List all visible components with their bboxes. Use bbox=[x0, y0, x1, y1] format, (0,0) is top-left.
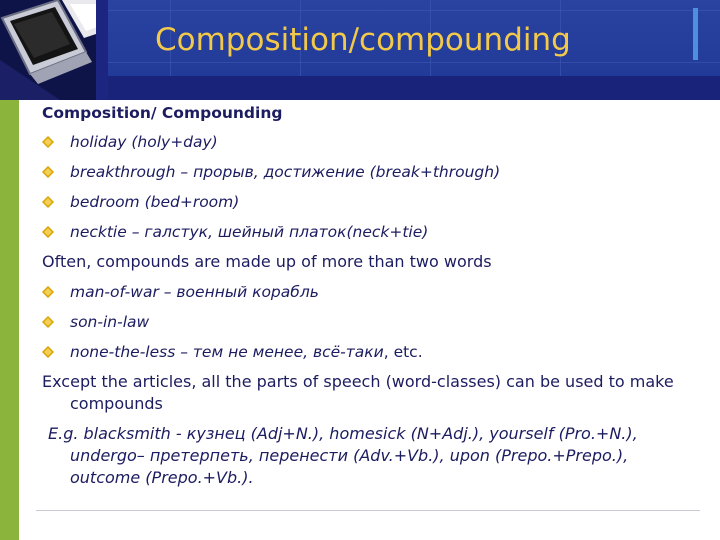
diamond-bullet-icon bbox=[42, 221, 70, 243]
slide-content bbox=[42, 104, 692, 497]
list-item-text: holiday (holy+day) bbox=[70, 133, 218, 151]
header-bottom-band bbox=[0, 76, 720, 100]
section-heading: Composition/ Compounding bbox=[42, 104, 283, 122]
diamond-bullet-icon bbox=[42, 311, 70, 333]
list-item bbox=[42, 131, 692, 153]
list-item-text: bedroom (bed+room) bbox=[70, 193, 240, 211]
left-accent-bar bbox=[0, 100, 19, 540]
list-item bbox=[42, 221, 692, 243]
list-item-text: breakthrough – прорыв, достижение (break+through) bbox=[70, 163, 501, 181]
page-title: Composition/compounding bbox=[155, 22, 571, 58]
list-item bbox=[42, 341, 692, 363]
list-item-text-plain: , etc. bbox=[383, 343, 423, 361]
header-grid-line bbox=[108, 10, 720, 11]
diamond-bullet-icon bbox=[42, 131, 70, 153]
header-band bbox=[0, 0, 720, 100]
list-item-text: necktie – галстук, шейный платок(neck+tie) bbox=[70, 223, 429, 241]
diamond-bullet-icon bbox=[42, 341, 70, 363]
list-item-text: man-of-war – военный корабль bbox=[70, 283, 319, 301]
header-accent-bar bbox=[693, 8, 698, 60]
list-item bbox=[42, 191, 692, 213]
diamond-bullet-icon bbox=[42, 281, 70, 303]
footer-divider bbox=[36, 510, 700, 511]
list-item-text bbox=[70, 341, 423, 363]
computer-monitor-icon bbox=[0, 0, 108, 100]
list-item bbox=[42, 281, 692, 303]
list-item bbox=[42, 311, 692, 333]
paragraph-often: Often, compounds are made up of more than two words bbox=[42, 252, 492, 271]
list-item-text-italic: none-the-less – тем не менее, всё-таки bbox=[70, 343, 384, 361]
header-grid-line bbox=[108, 62, 720, 63]
paragraph-except: Except the articles, all the parts of speech (word-classes) can be used to make compounds bbox=[42, 372, 674, 413]
diamond-bullet-icon bbox=[42, 191, 70, 213]
paragraph-example: E.g. blacksmith - кузнец (Adj+N.), homesick (N+Adj.), yourself (Pro.+N.), undergo– претерпеть, перенести (Adv.+Vb.), upon (Prepo.+Prepo.), outcome (Prepo.+Vb.). bbox=[48, 424, 638, 487]
list-item-text: son-in-law bbox=[70, 313, 150, 331]
diamond-bullet-icon bbox=[42, 161, 70, 183]
list-item bbox=[42, 161, 692, 183]
